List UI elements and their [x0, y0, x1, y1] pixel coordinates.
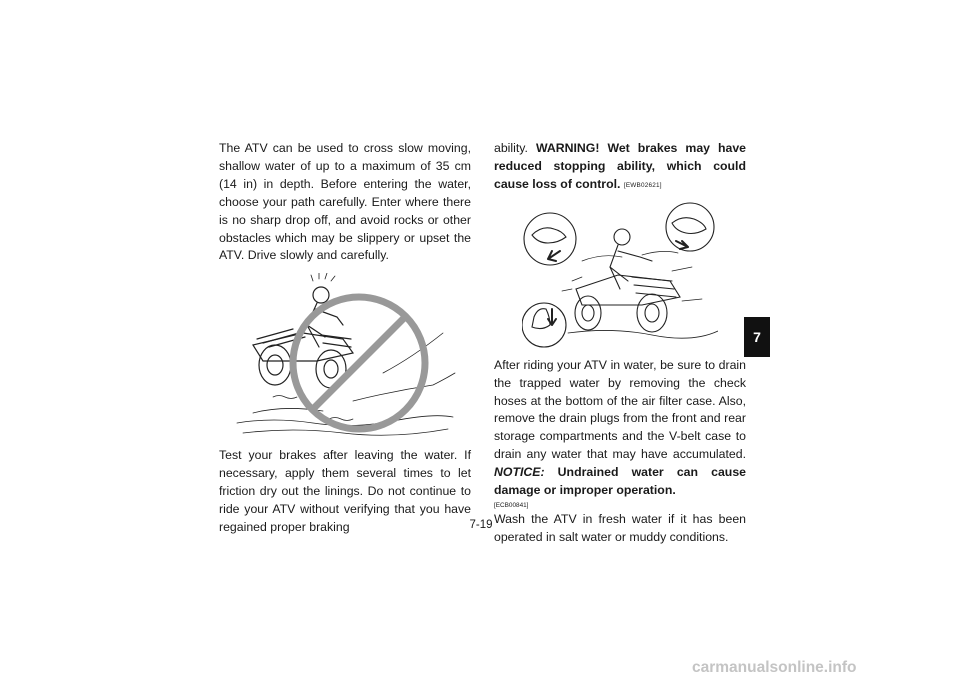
page-number: 7-19 [469, 519, 493, 531]
chapter-tab: 7 [744, 317, 770, 357]
drain-water-paragraph [494, 357, 746, 500]
notice-label: NOTICE: [494, 465, 545, 480]
notice-text: Undrained water can cause damage or improper operation. [494, 465, 746, 498]
warning-code: [EWB02621] [623, 181, 662, 189]
watermark: carmanualsonline.info [692, 659, 857, 676]
atv-in-deep-water-illustration [233, 273, 457, 439]
drain-water-text: After riding your ATV in water, be sure to drain the trapped water by removing the check hoses at the bottom of the air filter case. Also, remove the drain plugs from the front and rear storage compartments and the V-belt case to drain any water that may have accumulated. [494, 357, 746, 462]
wash-atv-paragraph: Wash the ATV in fresh water if it has been operated in salt water or muddy conditions. [494, 511, 746, 544]
ability-text: ability. [494, 141, 536, 155]
atv-brake-drying-illustration [522, 201, 718, 351]
water-crossing-paragraph: The ATV can be used to cross slow moving, shallow water of up to a maximum of 35 cm (14 in) in depth. Before entering the water, choose your path carefully. Enter where there is no sharp drop off, and avoid rocks or other obstacles which may be slippery or upset the ATV. Drive slowly and carefully. [219, 141, 471, 263]
left-column [219, 140, 471, 537]
brake-test-paragraph: Test your brakes after leaving the water. If necessary, apply them several times to let friction dry out the linings. Do not continue to ride your ATV without verifying that you have regained proper braking [219, 448, 471, 534]
wet-brakes-warning [494, 140, 746, 195]
right-column [494, 140, 746, 547]
notice-code: [ECB00841] [494, 501, 529, 509]
warning-text: WARNING! Wet brakes may have reduced stopping ability, which could cause loss of control. [494, 141, 747, 191]
